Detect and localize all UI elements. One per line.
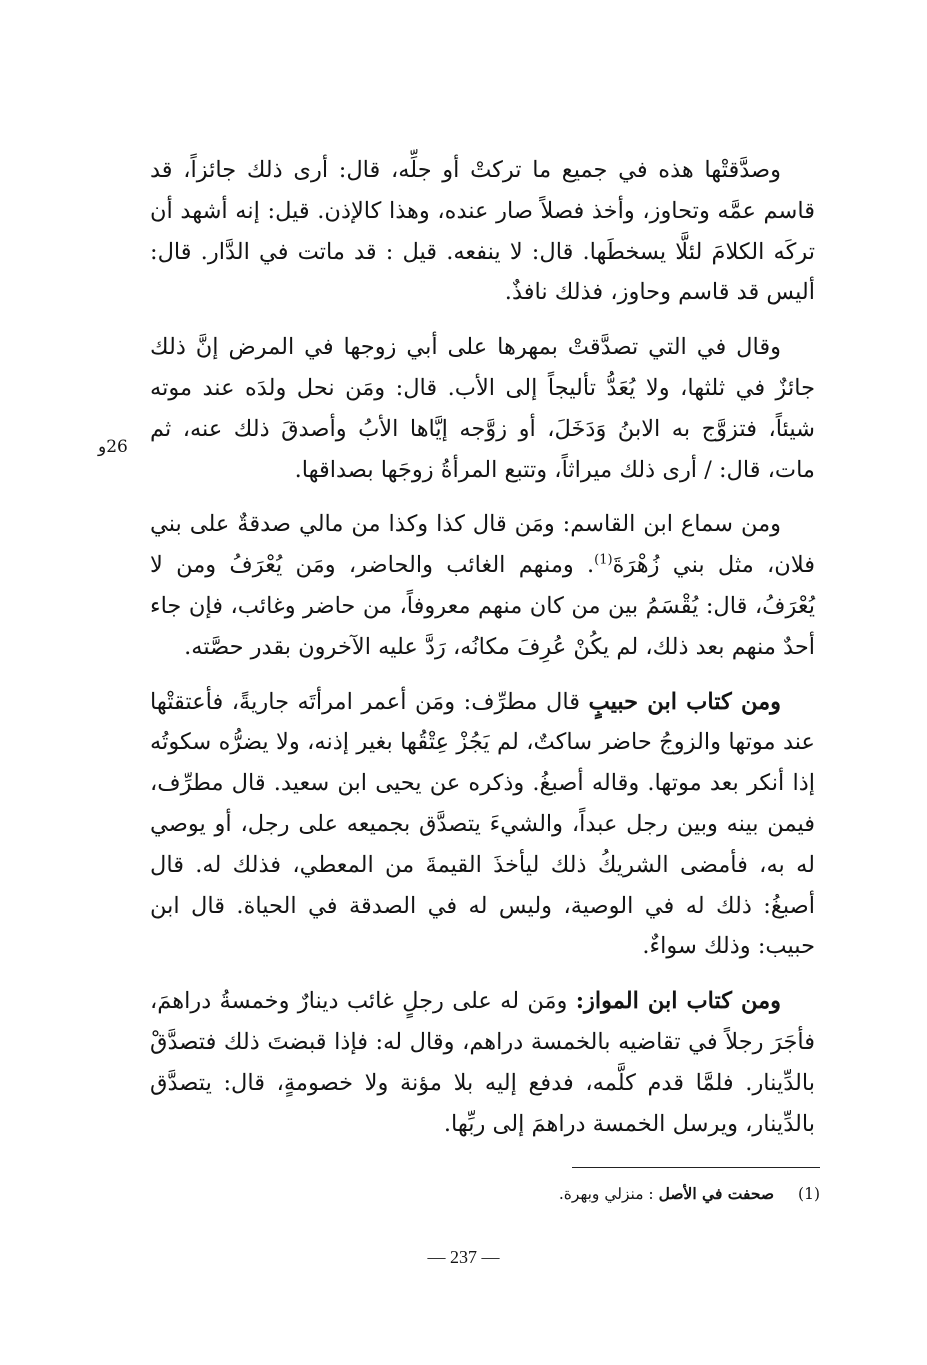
footnote-divider bbox=[572, 1167, 820, 1168]
paragraph-5-text: ومَن له على رجلٍ غائب دينارٌ وخمسةُ دراهمَ، فأجَرَ رجلاً في تقاضيه بالخمسة دراهم، وقال له: فإذا قبضتَ ذلك فتصدَّقْ بالدِّينار. فلمَّا قدم كلَّمه، فدفع إليه بلا مؤنة ولا خصومةٍ، قال: يتصدَّق بالدِّينار، ويرسل الخمسة دراهمَ إلى ربِّها. bbox=[150, 988, 815, 1137]
paragraph-1-text: وصدَّقتْها هذه في جميع ما تركتْ أو جلِّه، قال: أرى ذلك جائزاً، قد قاسم عمَّه وتحاوز، وأخذ فصلاً صار عنده، وهذا كالإذن. قيل: إنه أشهد أن تركَه الكلامَ لئلَّا يسخطَها. قال: لا ينفعه. قيل : قد ماتت في الدَّار. قال: أليس قد قاسم وحاوز، فذلك نافذٌ. bbox=[150, 157, 815, 306]
paragraph-2-text: وقال في التي تصدَّقتْ بمهرها على أبي زوجها في المرض إنَّ ذلك جائزٌ في ثلثها، ولا يُعَدُّ تأليجاً إلى الأب. قال: ومَن نحل ولدَه عند موته شيئاً، فتزوَّج به الابنُ وَدَخَلَ، أو زوَّجه إيَّاها الأبُ وأصدقَ ذلك عنه، ثم مات، قال: / أرى ذلك ميراثاً، وتتبع المرأةُ زوجَها بصداقها. bbox=[150, 334, 815, 483]
footnote-text: : منزلي وبهرة. bbox=[558, 1185, 659, 1203]
paragraph-5-bold-lead: ومن كتاب ابن المواز: bbox=[575, 988, 781, 1015]
footnote-number: (1) bbox=[798, 1185, 820, 1203]
paragraph-5 bbox=[150, 981, 815, 1144]
footnote-bold-label: صحفت في الأصل bbox=[658, 1184, 774, 1203]
footnote bbox=[420, 1182, 820, 1206]
paragraph-4-bold-lead: ومن كتاب ابن حبيبٍ bbox=[588, 688, 781, 715]
paragraph-3 bbox=[150, 504, 815, 667]
paragraph-4-text: قال مطرِّف: ومَن أعمر امرأتَه جاريةً، فأعتقتْها عند موتها والزوجُ حاضر ساكتٌ، لم يَجُزْ عِتْقُها بغير إذنه، ولا يضرُّه سكوتُه إذا أنكر بعد موتها. وقاله أصبغُ. وذكره عن يحيى ابن سعيد. قال مطرِّف، فيمن بينه وبين رجل عبداً، والشيءَ يتصدَّق بجميعه على رجل، أو يوصي له به، فأمضى الشريكُ ذلك ليأخذَ القيمةَ من المعطي، فذلك له. قال أصبغُ: ذلك له في الوصية، وليس له في الصدقة في الحياة. قال ابن حبيب: وذلك سواءٌ. bbox=[150, 688, 815, 960]
paragraph-2 bbox=[150, 327, 815, 490]
manuscript-folio-margin-note: 26و bbox=[98, 437, 128, 457]
page-number: — 237 — bbox=[427, 1247, 500, 1267]
paragraph-3-text-before-marker: ومن سماع ابن القاسم: ومَن قال كذا وكذا من مالي صدقةٌ على بني فلان، مثل بني زُهْرَةَ bbox=[150, 511, 815, 579]
paragraph-4 bbox=[150, 682, 815, 968]
paragraph-1 bbox=[150, 150, 815, 313]
main-text-block bbox=[150, 150, 815, 1158]
footnote-reference-marker[interactable]: (1) bbox=[594, 552, 613, 568]
paragraph-3-text-after-marker: . ومنهم الغائب والحاضر، ومَن يُعْرَفُ ومن لا يُعْرَفُ، قال: يُقْسَمُ بين من كان منهم معروفاً، من حاضر وغائب، فإن جاء أحدٌ منهم بعد ذلك، لم يكُنْ عُرِفَ مكانُه، رَدَّ عليه الآخرون بقدر حصَّته. bbox=[150, 552, 815, 660]
